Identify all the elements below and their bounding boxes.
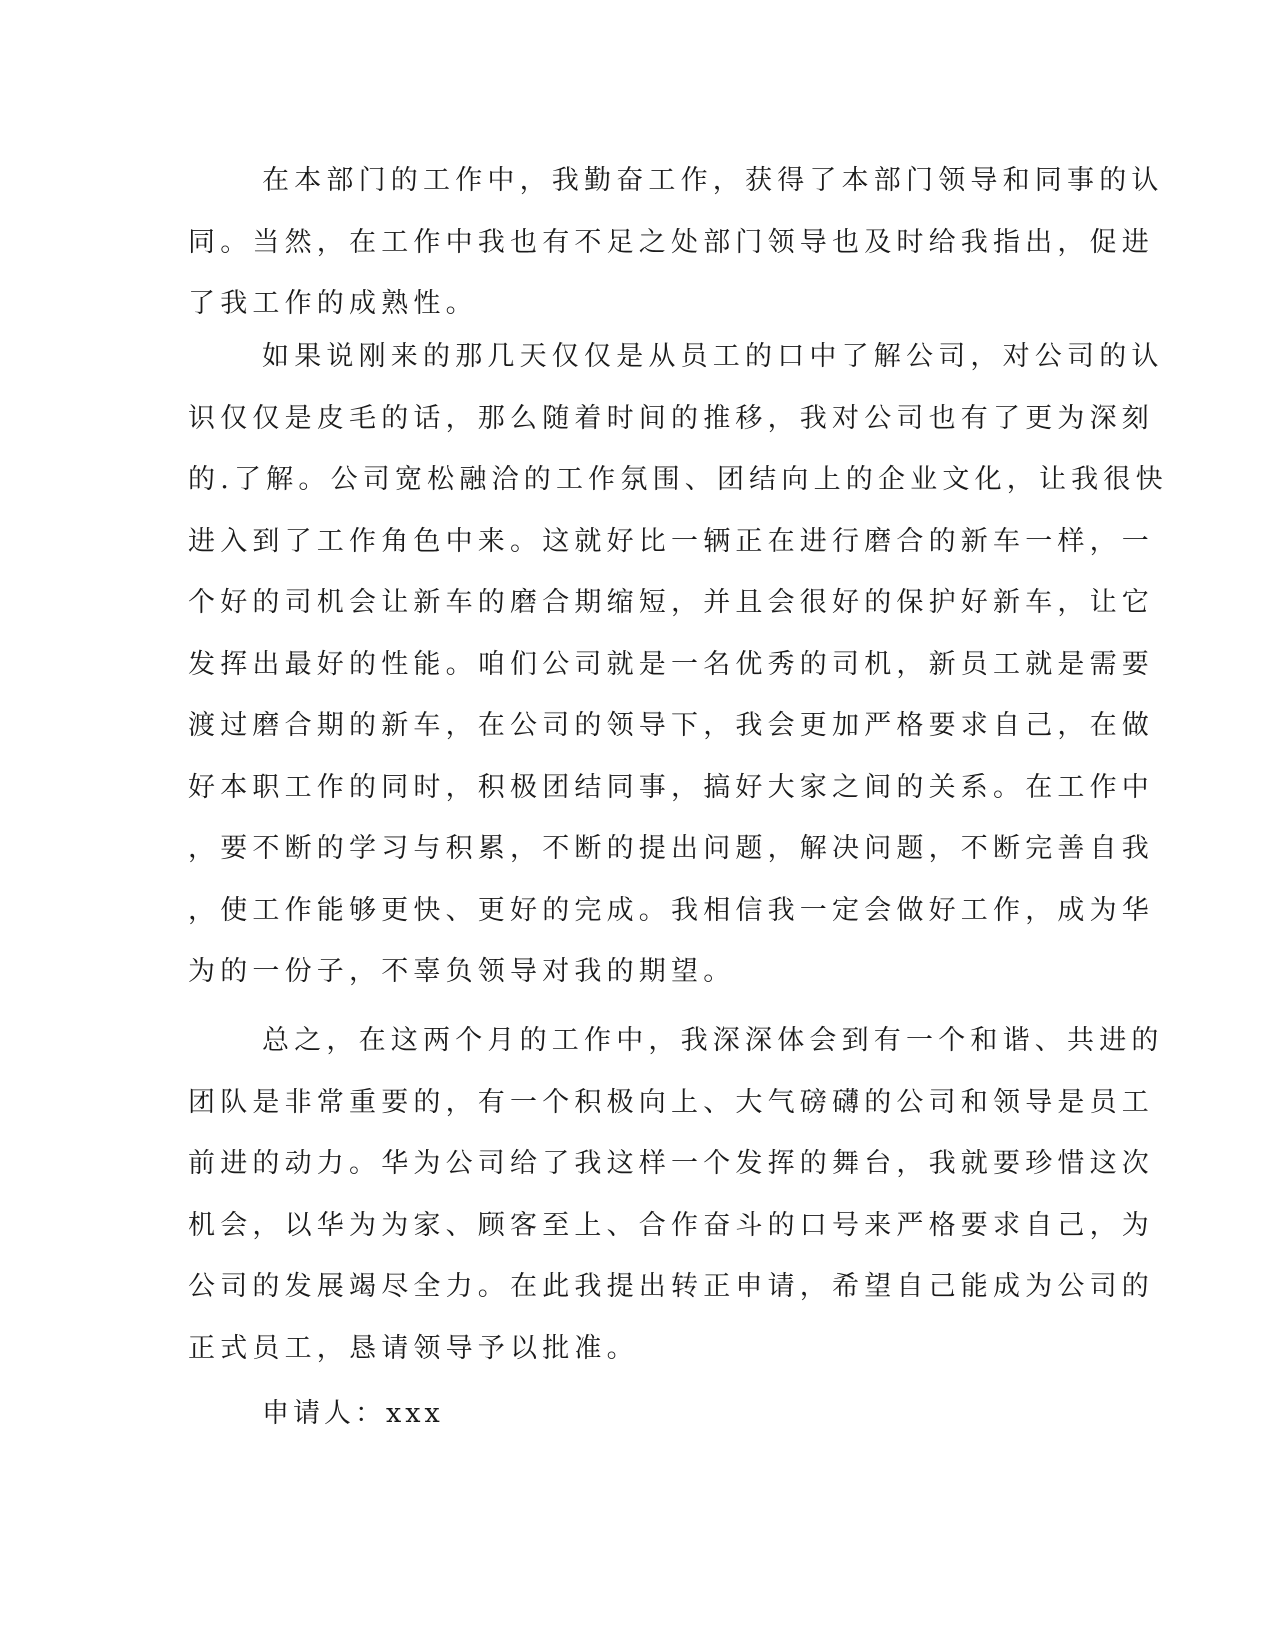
paragraph-line: 前进的动力。华为公司给了我这样一个发挥的舞台，我就要珍惜这次 (188, 1148, 1154, 1179)
paragraph-line: 机会，以华为为家、顾客至上、合作奋斗的口号来严格要求自己，为 (188, 1209, 1154, 1241)
paragraph-line: ，要不断的学习与积累，不断的提出问题，解决问题，不断完善自我 (188, 833, 1154, 864)
signature (262, 1394, 444, 1434)
signature-label: 申请人： (262, 1398, 386, 1429)
paragraph-line: 进入到了工作角色中来。这就好比一辆正在进行磨合的新车一样，一 (188, 525, 1154, 557)
paragraph-line: 如果说刚来的那几天仅仅是从员工的口中了解公司，对公司的认 (262, 341, 1164, 372)
paragraph-line: 了我工作的成熟性。 (188, 288, 478, 319)
paragraph-line: 正式员工，恳请领导予以批准。 (188, 1332, 639, 1364)
paragraph-line: ，使工作能够更快、更好的完成。我相信我一定会做好工作，成为华 (188, 894, 1154, 926)
paragraph-3 (188, 1010, 1164, 1379)
paragraph-1 (188, 150, 1164, 335)
signature-name: xxx (386, 1398, 444, 1429)
paragraph-line: 总之，在这两个月的工作中，我深深体会到有一个和谐、共进的 (262, 1025, 1164, 1056)
paragraph-line: 渡过磨合期的新车，在公司的领导下，我会更加严格要求自己，在做 (188, 710, 1154, 741)
paragraph-line: 个好的司机会让新车的磨合期缩短，并且会很好的保护好新车，让它 (188, 587, 1154, 618)
paragraph-line: 的.了解。公司宽松融洽的工作氛围、团结向上的企业文化，让我很快 (188, 464, 1168, 495)
paragraph-line: 好本职工作的同时，积极团结同事，搞好大家之间的关系。在工作中 (188, 771, 1154, 803)
paragraph-line: 同。当然，在工作中我也有不足之处部门领导也及时给我指出，促进 (188, 226, 1154, 258)
paragraph-line: 团队是非常重要的，有一个积极向上、大气磅礴的公司和领导是员工 (188, 1086, 1154, 1118)
paragraph-line: 为的一份子，不辜负领导对我的期望。 (188, 956, 736, 987)
paragraph-line: 发挥出最好的性能。咱们公司就是一名优秀的司机，新员工就是需要 (188, 648, 1154, 680)
paragraph-line: 公司的发展竭尽全力。在此我提出转正申请，希望自己能成为公司的 (188, 1271, 1154, 1302)
paragraph-line: 识仅仅是皮毛的话，那么随着时间的推移，我对公司也有了更为深刻 (188, 402, 1154, 434)
paragraph-line: 在本部门的工作中，我勤奋工作，获得了本部门领导和同事的认 (262, 165, 1164, 196)
paragraph-2 (188, 326, 1168, 1003)
